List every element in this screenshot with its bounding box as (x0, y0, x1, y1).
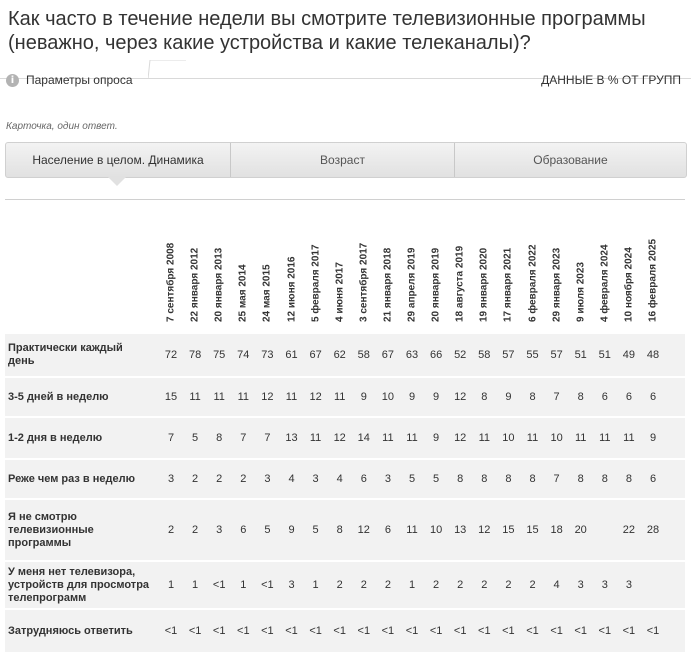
table-cell: 2 (529, 579, 536, 591)
date-header-label: 29 апреля 2019 (406, 247, 418, 322)
table-cell: 9 (360, 391, 367, 403)
table-cell: 2 (360, 579, 367, 591)
table-cell: 10 (550, 432, 563, 444)
table-cell: 3 (264, 473, 271, 485)
date-header-label: 7 сентября 2008 (165, 242, 177, 322)
table-cell: 57 (502, 349, 515, 361)
table-cell: <1 (646, 625, 660, 637)
date-header-label: 19 января 2020 (478, 247, 490, 322)
table-row (5, 610, 685, 652)
table-cell: 3 (601, 579, 608, 591)
date-header (448, 205, 472, 335)
table-cell: 11 (623, 432, 635, 444)
table-cell: 12 (454, 432, 467, 444)
table-cell: 8 (625, 473, 632, 485)
date-header (472, 205, 496, 335)
table-cell: 11 (599, 432, 611, 444)
table-cell: 5 (433, 473, 440, 485)
table-cell: 3 (216, 524, 223, 536)
table-cell: 8 (529, 391, 536, 403)
table-cell: <1 (285, 625, 298, 637)
table-cell: 6 (240, 524, 247, 536)
date-header (328, 205, 352, 335)
table-row (5, 460, 685, 498)
table-cell: 8 (601, 473, 608, 485)
table-cell: <1 (622, 625, 636, 637)
table-cell: 67 (381, 349, 395, 361)
table-cell: 2 (481, 579, 488, 591)
active-tab-pointer (108, 177, 126, 186)
table-cell: 3 (384, 473, 391, 485)
table-cell: 9 (288, 524, 295, 536)
table-cell: 10 (429, 524, 443, 536)
table-cell: 11 (478, 432, 490, 444)
date-header-label: 18 августа 2019 (454, 245, 466, 322)
table-cell: 11 (526, 432, 539, 444)
table-cell: 5 (192, 432, 199, 444)
table-cell: 11 (237, 391, 249, 403)
table-cell: 8 (481, 473, 488, 485)
table-cell: 78 (188, 349, 202, 361)
table-cell: <1 (212, 625, 226, 637)
table-cell: 10 (502, 432, 515, 444)
table-cell: 75 (213, 349, 226, 361)
table-cell: 7 (240, 432, 247, 444)
date-header (424, 205, 448, 335)
table-cell: 7 (167, 432, 175, 444)
survey-params-label: Параметры опроса (26, 73, 133, 87)
table-cell: 66 (429, 349, 443, 361)
table-cell: 3 (167, 473, 175, 485)
table-cell: 12 (333, 432, 346, 444)
page-title: Как часто в течение недели вы смотрите телевизионные программы (неважно, через какие устройства и какие телеканалы)? (8, 8, 646, 54)
table-cell: 2 (192, 473, 199, 485)
table-cell: 12 (261, 391, 274, 403)
table-cell: <1 (526, 625, 539, 637)
table-cell: <1 (212, 579, 226, 591)
table-cell: 1 (240, 579, 247, 591)
table-top-border (5, 199, 685, 200)
table-cell: <1 (164, 625, 178, 637)
date-header (231, 205, 255, 335)
table-cell: 6 (360, 473, 367, 485)
table-cell: 2 (384, 579, 391, 591)
date-header-label: 21 января 2018 (382, 247, 394, 322)
table-cell: 49 (622, 349, 636, 361)
table-cell: 55 (526, 349, 539, 361)
row-label: Затрудняюсь ответить (8, 625, 133, 637)
table-cell: 5 (264, 524, 271, 536)
table-cell: 7 (553, 391, 560, 403)
table-cell: 12 (478, 524, 491, 536)
table-cell: 8 (529, 473, 536, 485)
table-cell: 20 (574, 524, 587, 536)
table-row (5, 334, 685, 376)
date-header-label: 5 февраля 2017 (310, 244, 322, 322)
table-cell: 11 (213, 391, 225, 403)
table-cell: 6 (601, 391, 608, 403)
table-cell: 2 (505, 579, 512, 591)
date-header-label: 24 мая 2015 (261, 264, 273, 322)
table-cell: 11 (309, 432, 322, 444)
table-cell: 11 (285, 391, 298, 403)
date-header (593, 205, 617, 335)
tab-age[interactable]: Возраст (231, 143, 455, 177)
table-cell: 15 (526, 524, 539, 536)
table-cell: 51 (574, 349, 587, 361)
params-notch (148, 60, 188, 79)
table-cell: 11 (406, 524, 418, 536)
table-cell: <1 (333, 625, 346, 637)
table-cell: 11 (189, 391, 201, 403)
table-cell: 2 (240, 473, 247, 485)
date-header (521, 205, 545, 335)
table-cell: 3 (312, 473, 319, 485)
table-cell: <1 (237, 625, 250, 637)
table-cell: 58 (357, 349, 370, 361)
table-cell: 48 (646, 349, 660, 361)
table-cell: 2 (336, 579, 343, 591)
table-cell: 73 (261, 349, 274, 361)
table-row (5, 378, 685, 416)
table-cell: 8 (577, 473, 584, 485)
date-header (183, 205, 207, 335)
table-cell: 57 (550, 349, 563, 361)
table-cell: 7 (553, 473, 560, 485)
table-cell: 9 (433, 432, 440, 444)
table-cell: 2 (457, 579, 464, 591)
tab-bar (5, 142, 687, 178)
table-cell: <1 (381, 625, 395, 637)
date-header (207, 205, 231, 335)
table-cell: <1 (309, 625, 322, 637)
table-cell: 8 (216, 432, 223, 444)
table-cell: 72 (164, 349, 178, 361)
table-cell: 11 (333, 391, 346, 403)
table-cell: <1 (261, 579, 274, 591)
table-cell: <1 (405, 625, 419, 637)
table-cell: 6 (384, 524, 391, 536)
table-cell: 1 (312, 579, 319, 591)
table-cell: 62 (333, 349, 346, 361)
date-header (159, 205, 183, 335)
table-cell: 4 (288, 473, 295, 485)
date-header-label: 20 января 2019 (430, 247, 442, 322)
table-cell: 9 (408, 391, 416, 403)
table-cell: 9 (433, 391, 440, 403)
table-cell: <1 (598, 625, 612, 637)
table-cell: 8 (481, 391, 488, 403)
table-cell: 7 (264, 432, 271, 444)
date-header (641, 205, 665, 335)
date-header-label: 12 июня 2016 (286, 256, 297, 322)
table-cell: 2 (216, 473, 223, 485)
date-header-label: 22 января 2012 (189, 247, 201, 322)
table-cell: 3 (288, 579, 295, 591)
table-cell: 1 (192, 579, 199, 591)
table-cell: 13 (285, 432, 298, 444)
date-header-label: 17 января 2021 (502, 247, 514, 322)
survey-params-toggle[interactable] (6, 73, 133, 87)
date-header (376, 205, 400, 335)
table-cell: <1 (261, 625, 274, 637)
date-header-label: 10 ноября 2024 (623, 247, 635, 322)
row-label: 3-5 дней в неделю (8, 391, 109, 403)
table-cell: 67 (309, 349, 322, 361)
date-header-label: 25 мая 2014 (237, 264, 249, 322)
table-cell: <1 (453, 625, 467, 637)
table-cell: 9 (649, 432, 657, 444)
table-row (5, 562, 685, 608)
table-cell: 12 (309, 391, 322, 403)
date-header (617, 205, 641, 335)
survey-params-bar (0, 60, 691, 86)
table-cell: 61 (285, 349, 298, 361)
table-cell: 63 (405, 349, 419, 361)
date-header (255, 205, 279, 335)
table-row (5, 418, 685, 458)
table-cell: 12 (454, 391, 467, 403)
table-cell: 2 (433, 579, 440, 591)
table-cell: <1 (429, 625, 443, 637)
table-cell: 8 (457, 473, 464, 485)
table-cell: 11 (382, 432, 394, 444)
table-cell: <1 (502, 625, 515, 637)
table-cell: 3 (625, 579, 632, 591)
table-cell: 14 (357, 432, 370, 444)
date-header-label: 16 февраля 2025 (647, 238, 659, 322)
row-label: 1-2 дня в неделю (8, 432, 103, 444)
date-header (352, 205, 376, 335)
table-cell: 2 (167, 524, 175, 536)
table-cell: 8 (505, 473, 512, 485)
table-cell: <1 (478, 625, 491, 637)
date-header (304, 205, 328, 335)
date-header-label: 9 июля 2023 (575, 262, 587, 322)
table-cell: 4 (553, 579, 560, 591)
table-cell: 8 (336, 524, 343, 536)
table-cell: 28 (646, 524, 660, 536)
table-cell: 2 (192, 524, 199, 536)
date-header-label: 3 сентября 2017 (358, 242, 370, 322)
table-cell: 58 (478, 349, 491, 361)
table-cell: 15 (502, 524, 515, 536)
table-cell: 13 (454, 524, 467, 536)
table-cell: 3 (577, 579, 584, 591)
table-cell: 5 (408, 473, 416, 485)
row-label: Реже чем раз в неделю (8, 473, 135, 485)
table-cell: 22 (622, 524, 636, 536)
table-cell: 11 (574, 432, 587, 444)
table-cell: 9 (505, 391, 512, 403)
row-label: У меня нет телевизора, устройств для просмотра телепрограмм (8, 566, 150, 604)
date-header-label: 4 июня 2017 (334, 262, 346, 322)
table-cell: 6 (649, 391, 657, 403)
date-header-label: 4 февраля 2024 (599, 244, 611, 322)
date-header-label: 6 февраля 2022 (527, 244, 538, 322)
table-cell: 74 (237, 349, 250, 361)
table-cell: 15 (164, 391, 178, 403)
table-row (5, 500, 685, 560)
table-cell: 6 (649, 473, 657, 485)
row-label: Я не смотрю телевизионные программы (8, 511, 94, 549)
table-cell: 5 (312, 524, 319, 536)
row-label: Практически каждый день (8, 342, 123, 367)
table-cell: 18 (550, 524, 563, 536)
table-cell: 12 (357, 524, 370, 536)
date-header-label: 20 января 2013 (213, 247, 225, 322)
info-icon: i (6, 74, 19, 87)
table-cell: <1 (574, 625, 587, 637)
table-cell: <1 (188, 625, 202, 637)
tab-education[interactable]: Образование (533, 153, 608, 167)
date-header (496, 205, 520, 335)
table-cell: 1 (167, 579, 175, 591)
data-units-label: ДАННЫЕ В % ОТ ГРУПП (541, 73, 681, 87)
table-cell: 11 (406, 432, 418, 444)
date-header (545, 205, 569, 335)
table-cell: <1 (357, 625, 371, 637)
table-cell: 52 (454, 349, 467, 361)
tab-population-dynamics[interactable]: Население в целом. Динамика (6, 143, 231, 177)
table-cell: 4 (336, 473, 343, 485)
date-header (280, 205, 304, 335)
table-cell: 51 (598, 349, 611, 361)
date-header-label: 29 января 2023 (551, 247, 563, 322)
table-cell: 10 (381, 391, 395, 403)
date-header (400, 205, 424, 335)
card-note: Карточка, один ответ. (6, 121, 118, 132)
table-cell: 8 (577, 391, 584, 403)
table-cell: <1 (550, 625, 563, 637)
date-header (569, 205, 593, 335)
table-cell: 1 (408, 579, 416, 591)
table-cell: 6 (625, 391, 632, 403)
